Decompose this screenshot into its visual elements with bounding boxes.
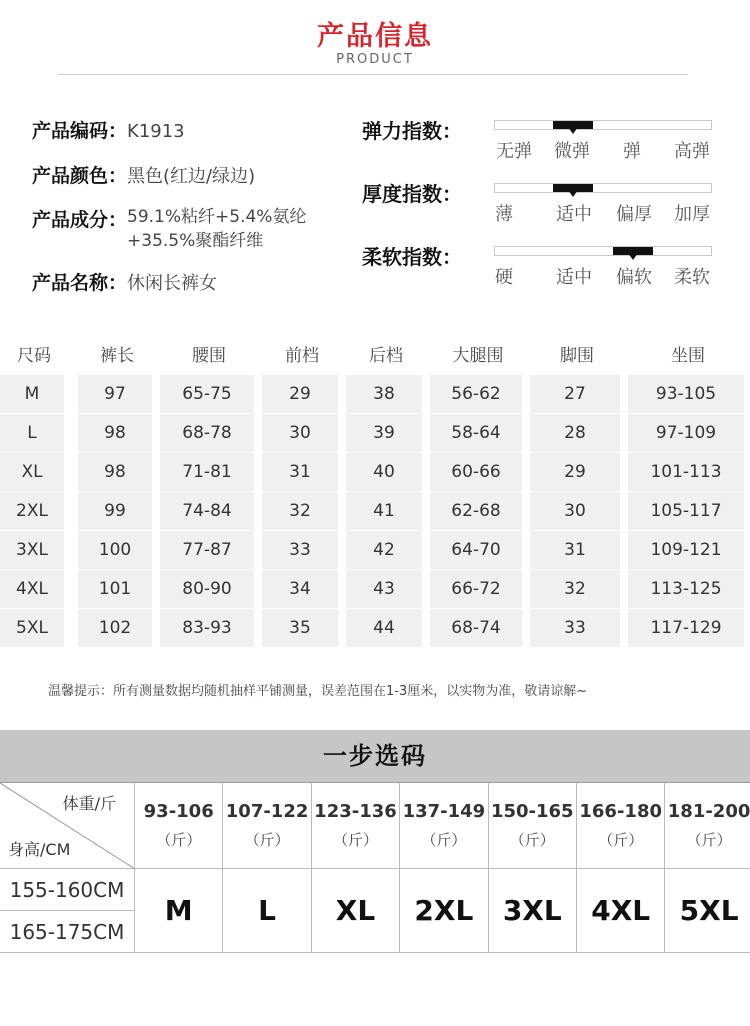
- size-table-cell: 60-66: [430, 453, 526, 491]
- size-table-header-cell: 坐围: [671, 346, 705, 366]
- weight-range: 150-165: [490, 801, 574, 822]
- size-table-header: [0, 337, 750, 375]
- weight-range: 123-136: [314, 801, 397, 822]
- size-table-cell: 98: [78, 414, 156, 452]
- info-material-line1: 59.1%粘纤+5.4%氨纶: [127, 207, 307, 227]
- weight-unit: （斤）: [598, 831, 644, 849]
- size-table-cell: 56-62: [430, 375, 526, 413]
- height-column: [0, 869, 135, 953]
- weight-range-cell: [665, 783, 750, 869]
- gauge-option: 偏软: [616, 267, 652, 288]
- gauge-pointer-icon: [628, 253, 638, 260]
- gauge-option: 硬: [495, 267, 513, 288]
- size-table-cell: 38: [346, 375, 426, 413]
- size-table-cell: 74-84: [160, 492, 258, 530]
- weight-range: 107-122: [225, 801, 309, 822]
- weight-range-cell: [400, 783, 488, 869]
- weight-range: 93-106: [143, 801, 214, 822]
- size-table-cell: 97: [78, 375, 156, 413]
- size-table-cell: 109-121: [628, 531, 748, 569]
- gauge-label: 厚度指数：: [362, 182, 462, 206]
- gauge-pointer-icon: [568, 190, 578, 197]
- size-table-header-cell: 脚围: [560, 346, 594, 366]
- gauge-label: 弹力指数：: [362, 119, 462, 143]
- size-table-header-cell: 腰围: [192, 346, 226, 366]
- size-table-cell: 65-75: [160, 375, 258, 413]
- gauge-option: 薄: [495, 204, 513, 225]
- weight-range-cell: [135, 783, 223, 869]
- size-table-cell: 31: [530, 531, 624, 569]
- size-chooser-grid: [0, 782, 750, 952]
- size-table-header-cell: 后档: [369, 346, 403, 366]
- size-table-header-cell: 大腿围: [452, 346, 504, 366]
- size-table-row: [0, 531, 750, 569]
- size-table-cell: 4XL: [0, 570, 68, 608]
- size-table-row: [0, 609, 750, 647]
- recommended-size: 3XL: [489, 869, 577, 953]
- size-table-cell: 58-64: [430, 414, 526, 452]
- size-table-cell: 62-68: [430, 492, 526, 530]
- gauge-thickness: [362, 178, 732, 238]
- size-table-row: [0, 453, 750, 491]
- size-table-cell: 66-72: [430, 570, 526, 608]
- size-table-row: [0, 414, 750, 452]
- gauge-option: 高弹: [674, 141, 710, 162]
- recommended-size: M: [135, 869, 223, 953]
- weight-range-cell: [312, 783, 400, 869]
- size-table-cell: 31: [262, 453, 342, 491]
- size-table-cell: 77-87: [160, 531, 258, 569]
- size-table-cell: 68-78: [160, 414, 258, 452]
- size-table-cell: 32: [530, 570, 624, 608]
- weight-unit: （斤）: [509, 831, 555, 849]
- gauge-elasticity: [362, 115, 732, 175]
- info-material-line2: +35.5%聚酯纤维: [127, 231, 264, 251]
- weight-unit: （斤）: [421, 831, 467, 849]
- weight-unit: （斤）: [244, 831, 290, 849]
- size-table-cell: 101: [78, 570, 156, 608]
- weight-range: 166-180: [579, 801, 662, 822]
- info-material-label: 产品成分：: [32, 209, 128, 231]
- header: [0, 0, 750, 80]
- info-code-value: K1913: [127, 121, 185, 142]
- size-table-cell: 39: [346, 414, 426, 452]
- weight-unit: （斤）: [686, 831, 732, 849]
- size-table-cell: 42: [346, 531, 426, 569]
- gauge-option: 无弹: [496, 141, 532, 162]
- size-table-cell: 100: [78, 531, 156, 569]
- height-range: 155-160CM: [0, 869, 134, 911]
- size-table-cell: 93-105: [628, 375, 748, 413]
- size-table-cell: 80-90: [160, 570, 258, 608]
- size-table-header-cell: 裤长: [100, 346, 134, 366]
- size-table-header-cell: 前档: [285, 346, 319, 366]
- size-table-cell: M: [0, 375, 68, 413]
- size-table-cell: 35: [262, 609, 342, 647]
- gauge-option: 加厚: [674, 204, 710, 225]
- weight-range-cell: [489, 783, 577, 869]
- header-divider: [58, 74, 688, 75]
- info-code-label: 产品编码：: [32, 120, 128, 142]
- size-table-cell: 2XL: [0, 492, 68, 530]
- size-table-row: [0, 492, 750, 530]
- weight-axis-label: 体重/斤: [62, 794, 116, 813]
- info-color-value: 黑色(红边/绿边): [127, 166, 256, 187]
- size-table-cell: 33: [262, 531, 342, 569]
- height-range: 165-175CM: [9, 920, 125, 944]
- gauge-option: 柔软: [674, 267, 710, 288]
- recommended-size: L: [223, 869, 311, 953]
- size-table-cell: 30: [262, 414, 342, 452]
- weight-range: 137-149: [402, 801, 486, 822]
- size-table-cell: L: [0, 414, 68, 452]
- size-table-cell: 29: [530, 453, 624, 491]
- corner-cell: [0, 783, 135, 869]
- gauge-option: 适中: [556, 267, 592, 288]
- page-subtitle: PRODUCT: [336, 52, 414, 67]
- size-table-cell: 105-117: [628, 492, 748, 530]
- size-table-cell: 30: [530, 492, 624, 530]
- weight-range-cell: [577, 783, 665, 869]
- size-table-cell: 68-74: [430, 609, 526, 647]
- weight-unit: （斤）: [156, 831, 202, 849]
- size-table-row: [0, 570, 750, 608]
- gauge-pointer-icon: [568, 127, 578, 134]
- weight-unit: （斤）: [332, 831, 378, 849]
- size-table-cell: 97-109: [628, 414, 748, 452]
- recommended-size: XL: [312, 869, 400, 953]
- measurement-note: 温馨提示：所有测量数据均随机抽样平铺测量，误差范围在1-3厘米，以实物为准，敬请谅解~: [48, 684, 588, 699]
- size-table-cell: 71-81: [160, 453, 258, 491]
- info-name: [32, 268, 362, 295]
- size-table-header-cell: 尺码: [17, 346, 51, 366]
- size-table-row: [0, 375, 750, 413]
- gauge-bar: [494, 120, 712, 130]
- info-color-label: 产品颜色：: [32, 165, 128, 187]
- size-table-cell: 32: [262, 492, 342, 530]
- weight-range-cell: [223, 783, 311, 869]
- info-name-value: 休闲长裤女: [127, 273, 218, 294]
- size-chooser-title: 一步选码: [0, 730, 750, 782]
- info-material: [32, 205, 362, 253]
- size-table-cell: 33: [530, 609, 624, 647]
- size-table-cell: 5XL: [0, 609, 68, 647]
- height-axis-label: 身高/CM: [8, 840, 71, 859]
- size-table-cell: 44: [346, 609, 426, 647]
- weight-range: 181-200: [667, 801, 750, 822]
- gauge-bar: [494, 246, 712, 256]
- size-table-cell: 27: [530, 375, 624, 413]
- size-table-cell: 83-93: [160, 609, 258, 647]
- info-name-label: 产品名称：: [32, 272, 128, 294]
- recommended-size: 5XL: [665, 869, 750, 953]
- size-table-cell: 29: [262, 375, 342, 413]
- size-table-cell: 117-129: [628, 609, 748, 647]
- recommended-size: 4XL: [577, 869, 665, 953]
- size-table-cell: XL: [0, 453, 68, 491]
- size-table-cell: 43: [346, 570, 426, 608]
- size-table-cell: 34: [262, 570, 342, 608]
- gauge-option: 适中: [556, 204, 592, 225]
- info-code: [32, 116, 362, 143]
- gauge-label: 柔软指数：: [362, 245, 462, 269]
- gauge-option: 弹: [623, 141, 641, 162]
- gauge-bar: [494, 183, 712, 193]
- size-table-cell: 41: [346, 492, 426, 530]
- size-table-cell: 98: [78, 453, 156, 491]
- size-table-cell: 101-113: [628, 453, 748, 491]
- recommended-size: 2XL: [400, 869, 488, 953]
- size-table-cell: 64-70: [430, 531, 526, 569]
- page-title: 产品信息: [317, 21, 433, 52]
- size-table-cell: 102: [78, 609, 156, 647]
- gauge-softness: [362, 241, 732, 301]
- size-table-cell: 99: [78, 492, 156, 530]
- info-color: [32, 161, 362, 188]
- size-table-cell: 40: [346, 453, 426, 491]
- gauge-option: 偏厚: [616, 204, 652, 225]
- size-table-cell: 3XL: [0, 531, 68, 569]
- size-table-cell: 113-125: [628, 570, 748, 608]
- gauge-option: 微弹: [554, 141, 590, 162]
- size-table-cell: 28: [530, 414, 624, 452]
